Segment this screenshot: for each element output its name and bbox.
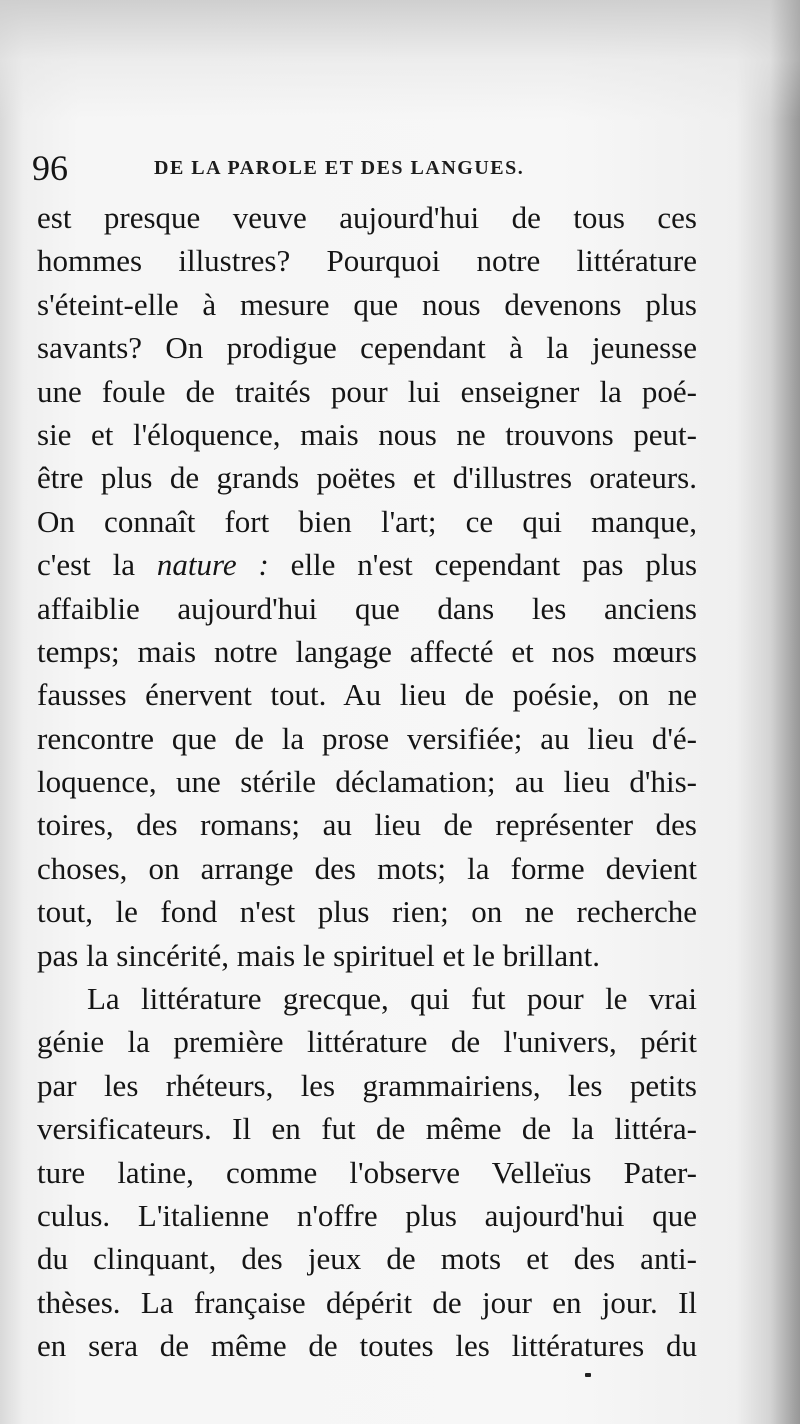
text-line: sie et l'éloquence, mais nous ne trouvons peut- bbox=[37, 416, 697, 452]
text-line: génie la première littérature de l'univers, périt bbox=[37, 1024, 697, 1060]
italic-word: nature : bbox=[156, 547, 269, 583]
text-line: tout, le fond n'est plus rien; on ne recherche bbox=[37, 894, 697, 930]
text-line: culus. L'italienne n'offre plus aujourd'hui que bbox=[37, 1197, 697, 1233]
text-line-indented: La littérature grecque, qui fut pour le vrai bbox=[87, 981, 697, 1017]
text-line bbox=[37, 543, 697, 586]
text-line: savants? On prodigue cependant à la jeunesse bbox=[37, 330, 697, 366]
text-line: thèses. La française dépérit de jour en jour. Il bbox=[37, 1284, 697, 1320]
text-line: fausses énervent tout. Au lieu de poésie, on ne bbox=[37, 677, 697, 713]
text-line: par les rhéteurs, les grammairiens, les petits bbox=[37, 1067, 697, 1103]
text-line: ture latine, comme l'observe Velleïus Pater- bbox=[37, 1154, 697, 1190]
text-line: s'éteint-elle à mesure que nous devenons plus bbox=[37, 286, 697, 322]
text-segment: c'est la bbox=[37, 547, 157, 583]
body-text bbox=[37, 196, 697, 1368]
text-line: est presque veuve aujourd'hui de tous ces bbox=[37, 200, 697, 235]
text-line: du clinquant, des jeux de mots et des anti- bbox=[37, 1241, 697, 1277]
text-line: temps; mais notre langage affecté et nos mœurs bbox=[37, 633, 697, 669]
page-header bbox=[32, 146, 712, 190]
text-line: choses, on arrange des mots; la forme devient bbox=[37, 850, 697, 886]
running-title: DE LA PAROLE ET DES LANGUES. bbox=[154, 157, 525, 179]
text-line: pas la sincérité, mais le spirituel et le brillant. bbox=[37, 937, 600, 973]
text-line: une foule de traités pour lui enseigner la poé- bbox=[37, 373, 697, 409]
text-line: rencontre que de la prose versifiée; au lieu d'é- bbox=[37, 720, 697, 756]
text-segment: elle n'est cependant pas plus bbox=[268, 547, 698, 583]
text-line: loquence, une stérile déclamation; au lieu d'his- bbox=[37, 764, 697, 800]
text-line: être plus de grands poëtes et d'illustres orateurs. bbox=[37, 460, 697, 496]
text-line: hommes illustres? Pourquoi notre littérature bbox=[37, 243, 697, 279]
page-number: 96 bbox=[32, 148, 68, 188]
text-line: toires, des romans; au lieu de représenter des bbox=[37, 807, 697, 843]
text-line: versificateurs. Il en fut de même de la littéra- bbox=[37, 1111, 697, 1147]
text-line: en sera de même de toutes les littératures du bbox=[37, 1328, 697, 1364]
print-mark bbox=[585, 1373, 591, 1377]
text-line: On connaît fort bien l'art; ce qui manque, bbox=[37, 503, 697, 539]
text-line: affaiblie aujourd'hui que dans les anciens bbox=[37, 590, 697, 626]
